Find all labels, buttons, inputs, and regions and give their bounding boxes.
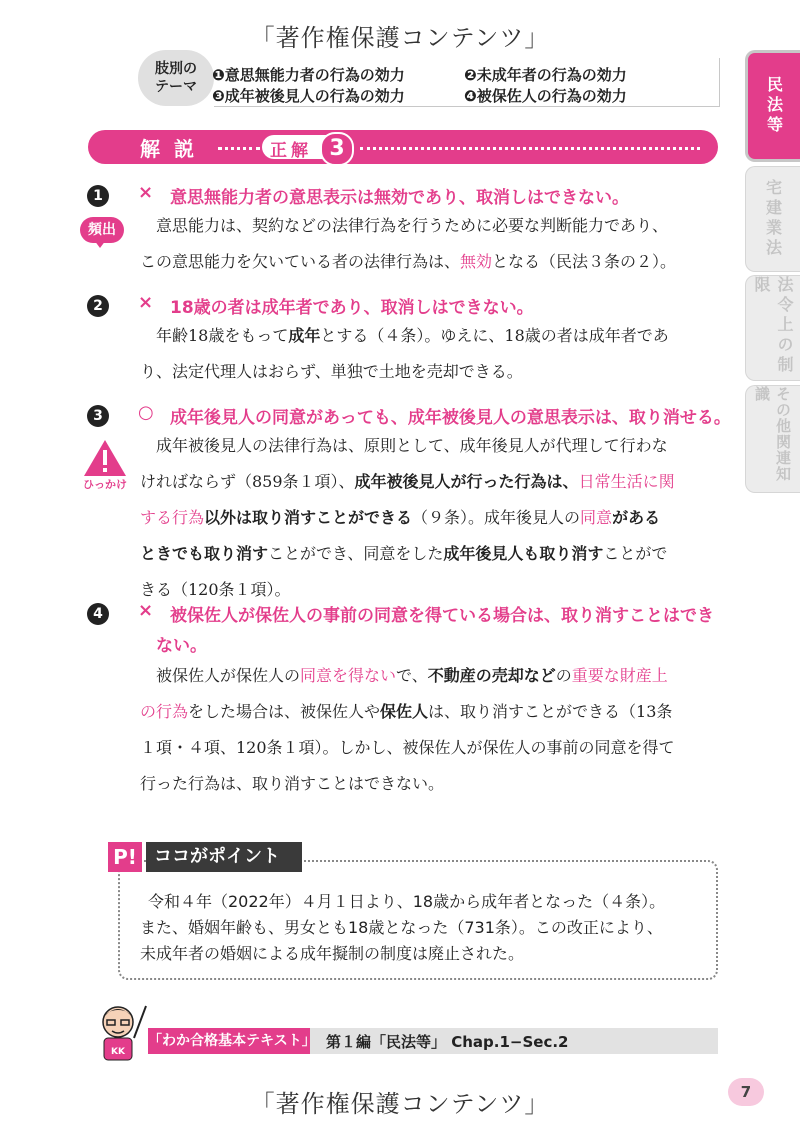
item-number-2: 2 <box>87 295 109 317</box>
banner-dots-left <box>218 147 260 150</box>
item-text-segment: きる（120条１項）。 <box>140 580 291 599</box>
theme-item-4: ❹被保佐人の行為の効力 <box>464 87 627 105</box>
tab-minpo[interactable]: 民法等 <box>745 50 800 162</box>
theme-badge-line2: テーマ <box>155 79 197 95</box>
item-text-segment: がある <box>612 508 661 527</box>
theme-badge-line1: 肢別の <box>155 61 197 77</box>
reference-location: 第１編「民法等」 Chap.1−Sec.2 <box>326 1033 569 1051</box>
item-text-segment: する行為 <box>140 508 205 527</box>
item-heading-2: 18歳の者は成年者であり、取消しはできない。 <box>170 298 534 318</box>
watermark-bottom: 「著作権保護コンテンツ」 <box>250 1090 550 1118</box>
item-text-segment: 行った行為は、取り消すことはできない。 <box>140 774 445 793</box>
item-text-segment: は、取り消すことができる（13条 <box>428 702 673 721</box>
banner-dots-right <box>360 147 700 150</box>
item-3-body-line <box>140 541 667 564</box>
item-number-1: 1 <box>87 185 109 207</box>
item-text-segment: とする（４条）。ゆえに、18歳の者は成年者であ <box>320 326 669 345</box>
banner-title: 解説 <box>140 137 208 161</box>
item-text-segment: 成年後見人も取り消す <box>443 544 604 563</box>
item-text-segment: となる（民法３条の２）。 <box>492 252 677 271</box>
item-4-body-line <box>140 699 672 722</box>
item-mark-3: ○ <box>138 402 154 423</box>
theme-divider-vertical <box>719 58 720 107</box>
theme-item-2: ❷未成年者の行為の効力 <box>464 66 627 84</box>
item-1-body-line <box>156 213 668 236</box>
point-line-2: また、婚姻年齢も、男女とも18歳となった（731条）。この改正により、 <box>140 918 663 937</box>
tab-hourei[interactable]: 法令上の制限 <box>745 275 800 381</box>
item-number-3: 3 <box>87 405 109 427</box>
item-text-segment: 以外は取り消すことができる <box>204 508 413 527</box>
point-line-1: 令和４年（2022年）４月１日より、18歳から成年者となった（４条）。 <box>148 892 666 911</box>
answer-label: 正解 <box>270 141 312 161</box>
hikkake-label: ひっかけ <box>83 478 127 491</box>
item-text-segment: 同意 <box>580 508 613 527</box>
item-text-segment: 年齢18歳をもって <box>156 326 289 345</box>
item-3-body-line <box>140 577 291 600</box>
point-p-icon: P! <box>108 842 142 872</box>
theme-item-3: ❸成年被後見人の行為の効力 <box>212 87 405 105</box>
item-text-segment: 被保佐人が保佐人の <box>156 666 301 685</box>
mascot-icon <box>92 1000 148 1062</box>
item-text-segment: の行為 <box>140 702 189 721</box>
item-heading-1: 意思無能力者の意思表示は無効であり、取消しはできない。 <box>170 188 629 208</box>
item-3-body-line <box>140 505 660 528</box>
item-text-segment: 日常生活に関 <box>578 472 675 491</box>
item-2-body-line <box>156 323 669 346</box>
item-text-segment: 不動産の売却など <box>427 666 556 685</box>
tab-takken[interactable]: 宅建業法 <box>745 166 800 272</box>
item-text-segment: 同意を得ない <box>300 666 397 685</box>
item-4-body-line <box>156 663 668 686</box>
item-4-body-line <box>140 735 675 758</box>
item-text-segment: 成年 <box>288 326 321 345</box>
item-heading-4: 被保佐人が保佐人の事前の同意を得ている場合は、取り消すことはでき <box>170 606 714 626</box>
theme-badge <box>138 50 214 106</box>
hindo-badge-tail <box>94 240 106 248</box>
mascot-badge: KK <box>111 1047 125 1057</box>
item-1-body-line <box>140 249 676 272</box>
item-mark-2: × <box>138 292 154 313</box>
item-text-segment: この意思能力を欠いている者の法律行為は、 <box>140 252 461 271</box>
item-mark-4: × <box>138 600 154 621</box>
item-number-4: 4 <box>87 603 109 625</box>
answer-number: 3 <box>320 132 354 166</box>
item-text-segment: ことがで <box>603 544 668 563</box>
item-text-segment: 成年被後見人が行った行為は、 <box>354 472 579 491</box>
reference-book: 「わか合格基本テキスト」 <box>148 1028 310 1054</box>
tab-sonota[interactable]: その他関連知識 <box>745 385 800 493</box>
item-3-body-line <box>156 433 668 456</box>
theme-divider <box>214 106 720 107</box>
item-heading-cont-4: ない。 <box>156 636 207 656</box>
item-text-segment: の <box>555 666 572 685</box>
item-text-segment: ければならず（859条１項）、 <box>140 472 355 491</box>
item-2-body-line <box>140 359 523 382</box>
item-mark-1: × <box>138 182 154 203</box>
item-text-segment: 意思能力は、契約などの法律行為を行うために必要な判断能力であり、 <box>156 216 669 235</box>
hindo-badge: 頻出 <box>80 217 124 243</box>
item-text-segment: ときでも取り消す <box>140 544 269 563</box>
item-text-segment: 成年被後見人の法律行為は、原則として、成年後見人が代理して行わな <box>156 436 668 455</box>
item-heading-3: 成年後見人の同意があっても、成年被後見人の意思表示は、取り消せる。 <box>170 408 731 428</box>
item-text-segment: り、法定代理人はおらず、単独で土地を売却できる。 <box>140 362 523 381</box>
item-text-segment: 保佐人 <box>380 702 429 721</box>
point-line-3: 未成年者の婚姻による成年擬制の制度は廃止された。 <box>140 944 525 963</box>
item-text-segment: 重要な財産上 <box>571 666 668 685</box>
page-number: 7 <box>728 1078 764 1106</box>
watermark-top: 「著作権保護コンテンツ」 <box>250 24 550 52</box>
point-title: ココがポイント <box>146 842 302 872</box>
item-text-segment: 無効 <box>460 252 493 271</box>
item-4-body-line <box>140 771 444 794</box>
item-3-body-line <box>140 469 675 492</box>
theme-item-1: ❶意思無能力者の行為の効力 <box>212 66 405 84</box>
item-text-segment: （９条）。成年後見人の <box>412 508 581 527</box>
item-text-segment: をした場合は、被保佐人や <box>188 702 381 721</box>
item-text-segment: で、 <box>396 666 428 685</box>
item-text-segment: ことができ、同意をした <box>268 544 444 563</box>
item-text-segment: １項・４項、120条１項）。しかし、被保佐人が保佐人の事前の同意を得て <box>140 738 675 757</box>
